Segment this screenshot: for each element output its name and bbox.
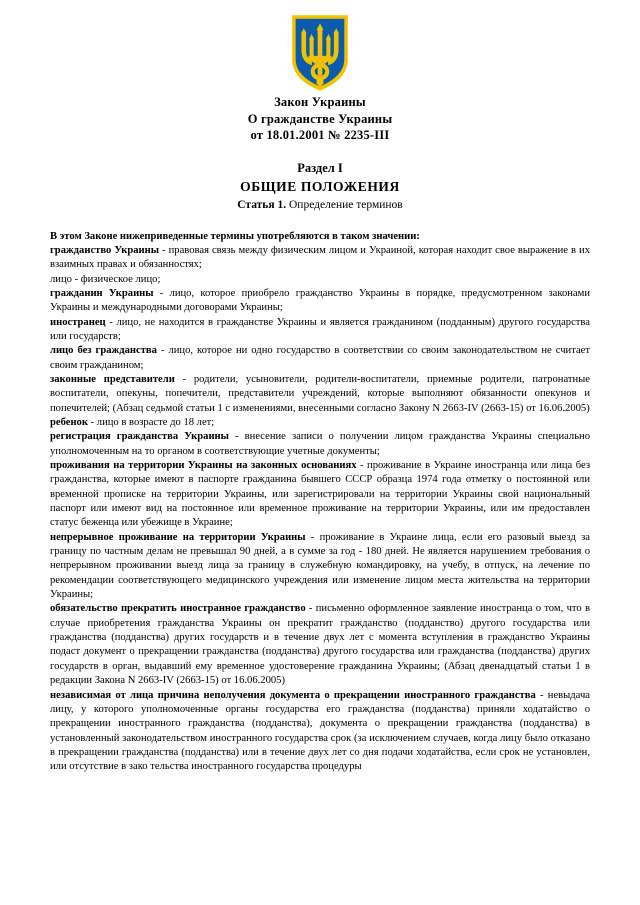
definition-paragraph [50,287,590,316]
definition-term: непрерывное проживание на территории Украины [50,531,306,543]
definition-term: иностранец [50,316,106,328]
definition-text: - правовая связь между физическим лицом и Украиной, которая находит свое выражение в их взаимных правах и обязанностях; [50,244,591,271]
definition-paragraph [50,344,590,373]
definition-paragraph [50,373,590,416]
definition-text: - невыдача лицу, у которого уполномоченные органы государства его гражданства (подданства) приняли ходатайство о прекращении иностранного гражданства (подданства), документа о прекращении гражданства (подданства) в установленный законодательством иностранного государства срок (за исключением случаев, когда лицу было отказано в прекращении гражданства (подданства) или в течение двух лет со дня подачи ходатайства, если срок не установлен, или отсутствие в зако тельства иностранного государства процедуры [50,689,590,773]
definition-term: обязательство прекратить иностранное гражданство [50,603,306,615]
title-line-date-number: от 18.01.2001 № 2235-III [250,128,390,142]
definition-text: - лицо, не находится в гражданстве Украины и является гражданином (подданным) другого государства или государств; [50,316,590,342]
definition-text: - письменно оформленное заявление иностранца о том, что в случае приобретения гражданства Украины он прекратит гражданство (подданство) другого государства или гражданства (подданства) других государств и в течение двух лет с момента вступления в гражданство Украины подаст документ о прекращении гражданства (подданства) другого государства или гражданства (подданства) других государств в орган, выдавший ему временное удостоверение гражданина Украины; (Абзац двенадцатый статьи 1 в редакции Закона N 2663-IV (2663-15) от 16.06.2005) [50,603,590,687]
definition-term: лицо без гражданства [50,345,157,357]
definition-text: - внесение записи о получении лицом гражданства Украины специально уполномоченным на то органом в соответствующие учетные документы; [50,431,590,457]
article-body [50,230,590,775]
definition-term: гражданин Украины [50,287,154,299]
article-title: Определение терминов [289,198,403,211]
section-name: ОБЩИЕ ПОЛОЖЕНИЯ [240,178,400,194]
definition-term: ребенок [50,416,88,428]
definition-text: - проживание в Украине иностранца или лица без гражданства, которые имеют в паспорте гражданина бывшего СССР образца 1974 года отметку о постоянной или временной прописке на территории Украины, или зарегистрировали на территории Украины свой национальный паспорт или имеют вид на постоянное или временное проживание на территории Украины, или им предоставлен статус беженца или убежище в Украине; [50,460,591,529]
article-heading [0,197,640,213]
section-heading [0,160,640,213]
title-line-law: Закон Украины [274,95,366,109]
definition-text: - лицо, которое приобрело гражданство Украины в порядке, предусмотренном законами Украины и международными договорами Украины; [50,287,590,314]
definition-paragraph [50,244,590,273]
definition-term: законные представители [50,373,175,385]
body-lead: В этом Законе нижеприведенные термины употребляются в таком значении: [50,230,420,242]
document-title [0,94,640,144]
definition-paragraph [50,416,590,430]
definition-paragraph [50,689,590,775]
definition-term: гражданство Украины [50,244,160,256]
definition-text: лицо - физическое лицо; [50,273,161,285]
definition-text: - родители, усыновители, родители-воспитатели, приемные родители, патронатные воспитатели, опекуны, попечители, представители учреждений, которые выполняют обязанности опекунов и попечителей; (Абзац седьмой статьи 1 с изменениями, внесенными согласно Закону N 2663-IV (2663-15) от 16.06.2005) [50,373,590,414]
section-number: Раздел I [297,160,343,175]
definition-paragraph [50,531,590,603]
emblem-container [0,0,640,92]
coat-of-arms-of-ukraine-icon [291,14,349,92]
definition-paragraph [50,459,590,531]
definition-text: - проживание в Украине лица, если его разовый выезд за границу по частным делам не превышал 90 дней, а в сумме за год - 180 дней. Не является нарушением требования о непрерывном проживании выезд лица за границу в служебную командировку, на учебу, в отпуск, на лечение по рекомендации соответствующего медицинского учреждения или изменение лицом места жительства на территории Украины; [50,531,590,601]
definition-text: - лицо, которое ни одно государство в соответствии со своим законодательством не считает своим гражданином; [50,345,590,371]
definition-term: проживания на территории Украины на законных основаниях [50,460,357,471]
definition-paragraph [50,316,590,345]
definition-paragraph [50,273,590,287]
definition-term: независимая от лица причина неполучения документа о прекращении иностранного гражданства [50,689,536,701]
definition-paragraph [50,602,590,688]
definition-term: регистрация гражданства Украины [50,431,229,443]
definition-text: - лицо в возрасте до 18 лет; [87,416,215,428]
definition-paragraph [50,430,590,459]
title-line-subject: О гражданстве Украины [247,111,393,126]
article-label: Статья 1. [237,198,287,211]
